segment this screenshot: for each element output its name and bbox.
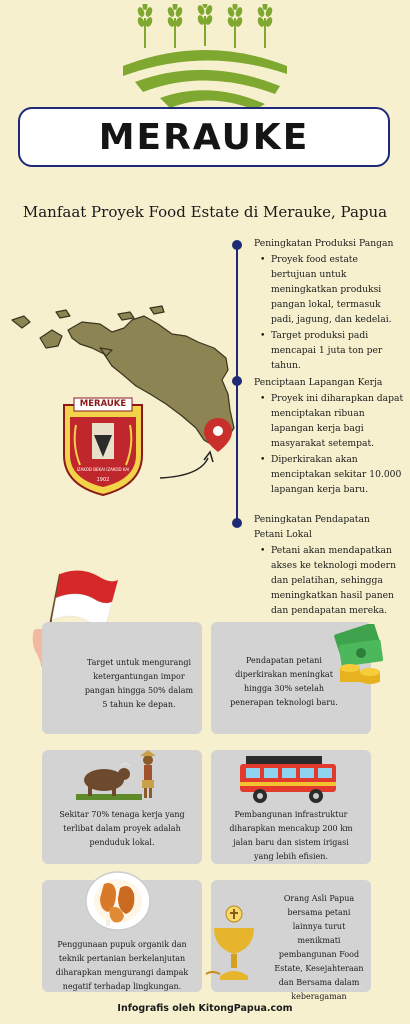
benefit-bullet: • Petani akan mendapatkan akses ke teknologi modern dan pelatihan, sehingga meningkatkan hasil panen dan pendapatan mereka. (254, 543, 404, 618)
location-pin-icon (204, 418, 232, 452)
timeline-dot (232, 376, 242, 386)
benefit-bullet: • Proyek food estate bertujuan untuk meningkatkan produksi pangan lokal, termasuk padi, jagung, dan kedelai. (254, 252, 404, 327)
subtitle: Manfaat Proyek Food Estate di Merauke, Papua (22, 203, 388, 221)
info-card-import (42, 622, 202, 734)
card-text: Pendapatan petani diperkirakan meningkat hingga 30% setelah penerapan teknologi baru. (230, 656, 338, 707)
benefit-section-body (254, 542, 404, 618)
benefit-heading: Penciptaan Lapangan Kerja (254, 377, 383, 388)
merauke-emblem (60, 395, 146, 497)
buffalo-farmer-icon (74, 750, 164, 804)
benefit-section (254, 512, 374, 542)
timeline-dot (232, 518, 242, 528)
page-title: MERAUKE (98, 116, 310, 158)
chalice-icon (204, 904, 258, 984)
timeline-dot (232, 240, 242, 250)
footer-credit: Infografis oleh KitongPapua.com (117, 1003, 293, 1014)
benefit-bullet: • Diperkirakan akan menciptakan sekitar 10.000 lapangan kerja baru. (254, 452, 404, 497)
benefit-heading: Peningkatan Produksi Pangan (254, 238, 394, 249)
card-text: Target untuk mengurangi ketergantungan impor pangan hingga 50% dalam 5 tahun ke depan. (84, 658, 194, 709)
emblem-motto: IZAKOD BEKAI IZAKOD KAI (76, 467, 130, 472)
money-icon (330, 624, 386, 690)
card-text: Sekitar 70% tenaga kerja yang terlibat dalam proyek adalah penduduk lokal. (59, 810, 185, 847)
emblem-year: 1902 (96, 477, 110, 483)
wheat-field-logo (115, 4, 295, 112)
card-text: Pembangunan infrastruktur diharapkan mencakup 200 km jalan baru dan sistem irigasi yang lebih efisien. (229, 810, 353, 861)
benefit-section (254, 375, 404, 497)
benefit-heading: Peningkatan Pendapatan Petani Lokal (254, 514, 370, 540)
benefit-bullet: • Proyek ini diharapkan dapat menciptakan ribuan lapangan kerja bagi masyarakat setempat. (254, 391, 404, 451)
jeepney-bus-icon (236, 752, 348, 808)
title-box (18, 107, 390, 167)
emblem-name: MERAUKE (79, 399, 127, 409)
benefit-bullet: • Target produksi padi mencapai 1 juta ton per tahun. (254, 328, 404, 373)
benefit-section (254, 236, 404, 373)
card-text: Orang Asli Papua bersama petani lainnya turut menikmati pembangunan Food Estate, Kesejahteraan dan Bersama dalam keberagaman (274, 894, 364, 1001)
card-text: Penggunaan pupuk organik dan teknik pertanian berkelanjutan diharapkan mengurangi dampak negatif terhadap lingkungan. (55, 940, 189, 991)
food-plate-icon (84, 870, 152, 932)
